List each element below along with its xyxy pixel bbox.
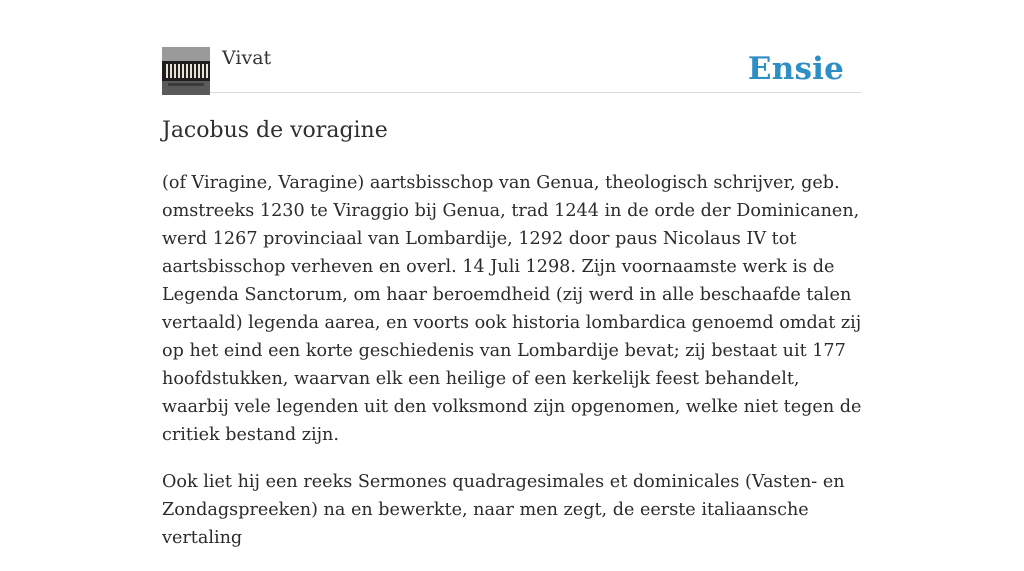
author-avatar[interactable] [162, 47, 210, 95]
article-paragraph: Ook liet hij een reeks Sermones quadragesimales et dominicales (Vasten- en Zondagspreeken) na en bewerkte, naar men zegt, de eerste italiaansche vertaling [162, 472, 845, 548]
article-paragraph: (of Viragine, Varagine) aartsbisschop van Genua, theologisch schrijver, geb. omstreeks 1230 te Viraggio bij Genua, trad 1244 in de orde der Dominicanen, werd 1267 provinciaal van Lombardije, 1292 door paus Nicolaus IV tot aartsbisschop verheven en overl. 14 Juli 1298. Zijn voornaamste werk is de Legenda Sanctorum, om haar beroemdheid (zij werd in alle beschaafde talen vertaald) legenda aarea, en voorts ook historia lombardica genoemd omdat zij op het eind een korte geschiedenis van Lombardije bevat; zij bestaat uit 177 hoofdstukken, waarvan elk een heilige of een kerkelijk feest behandelt, waarbij vele legenden uit den volksmond zijn opgenomen, welke niet tegen de critiek bestand zijn. [162, 173, 862, 445]
author-name[interactable]: Vivat [222, 47, 272, 69]
article-title: Jacobus de voragine [162, 118, 388, 143]
article-body [162, 169, 864, 571]
site-header [162, 46, 862, 93]
typewriter-icon [162, 47, 210, 95]
brand-logo[interactable]: Ensie [747, 51, 844, 87]
